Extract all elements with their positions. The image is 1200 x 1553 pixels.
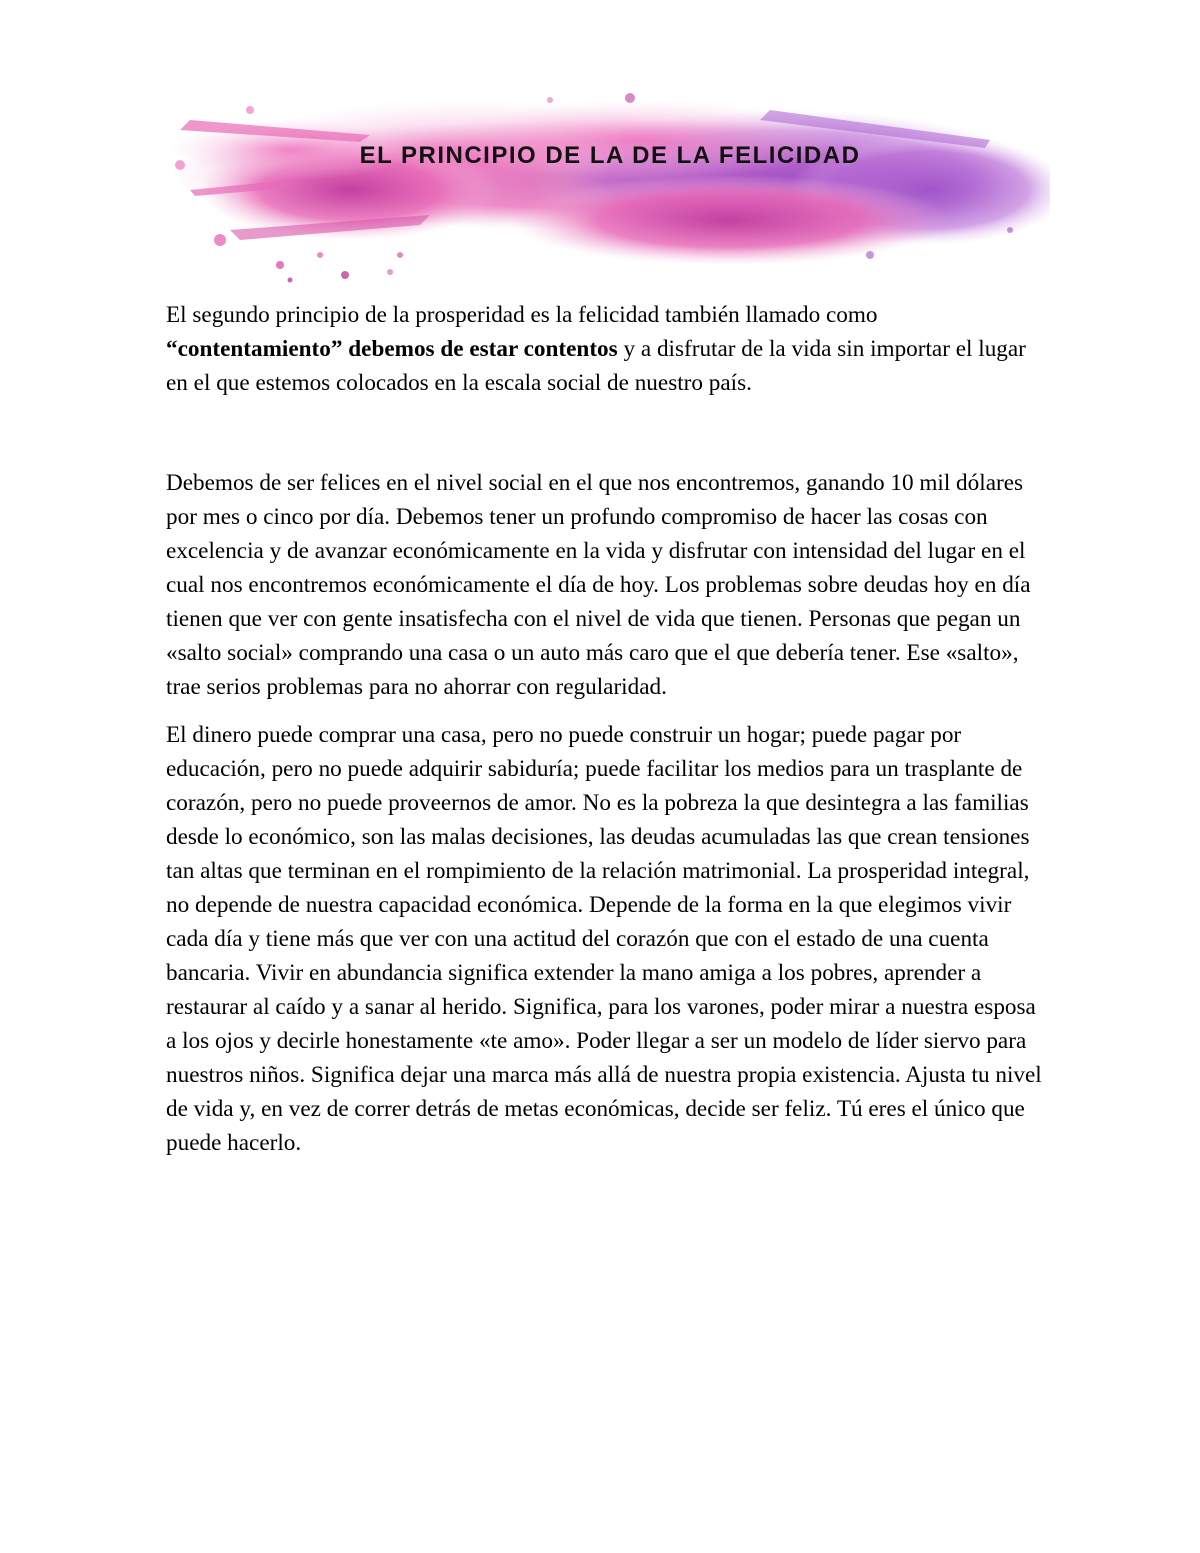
document-body — [166, 298, 1046, 1160]
paragraph-1-rest: y a disfrutar de la vida sin importar el lugar en el que estemos colocados en la escala social de nuestro país. — [166, 336, 1026, 396]
watercolor-splash-image — [170, 80, 1050, 295]
paragraph-1-emphasis: “contentamiento” debemos de estar contentos — [166, 336, 618, 362]
page-title: EL PRINCIPIO DE LA DE LA FELICIDAD — [359, 142, 861, 169]
watercolor-banner — [170, 80, 1050, 295]
paragraph-1-intro: El segundo principio de la prosperidad es la felicidad también llamado como — [166, 302, 878, 328]
paragraph-1 — [166, 298, 1046, 400]
paragraph-3: El dinero puede comprar una casa, pero no puede construir un hogar; puede pagar por educación, pero no puede adquirir sabiduría; puede facilitar los medios para un trasplante de corazón, pero no puede proveernos de amor. No es la pobreza la que desintegra a las familias desde lo económico, son las malas decisiones, las deudas acumuladas las que crean tensiones tan altas que terminan en el rompimiento de la relación matrimonial. La prosperidad integral, no depende de nuestra capacidad económica. Depende de la forma en la que elegimos vivir cada día y tiene más que ver con una actitud del corazón que con el estado de una cuenta bancaria. Vivir en abundancia significa extender la mano amiga a los pobres, aprender a restaurar al caído y a sanar al herido. Significa, para los varones, poder mirar a nuestra esposa a los ojos y decirle honestamente «te amo». Poder llegar a ser un modelo de líder siervo para nuestros niños. Significa dejar una marca más allá de nuestra propia existencia. Ajusta tu nivel de vida y, en vez de correr detrás de metas económicas, decide ser feliz. Tú eres el único que puede hacerlo. — [166, 722, 1042, 1156]
paragraph-2: Debemos de ser felices en el nivel social en el que nos encontremos, ganando 10 mil dólares por mes o cinco por día. Debemos tener un profundo compromiso de hacer las cosas con excelencia y de avanzar económicamente en la vida y disfrutar con intensidad del lugar en el cual nos encontremos económicamente el día de hoy. Los problemas sobre deudas hoy en día tienen que ver con gente insatisfecha con el nivel de vida que tienen. Personas que pegan un «salto social» comprando una casa o un auto más caro que el que debería tener. Ese «salto», trae serios problemas para no ahorrar con regularidad. — [166, 470, 1031, 700]
